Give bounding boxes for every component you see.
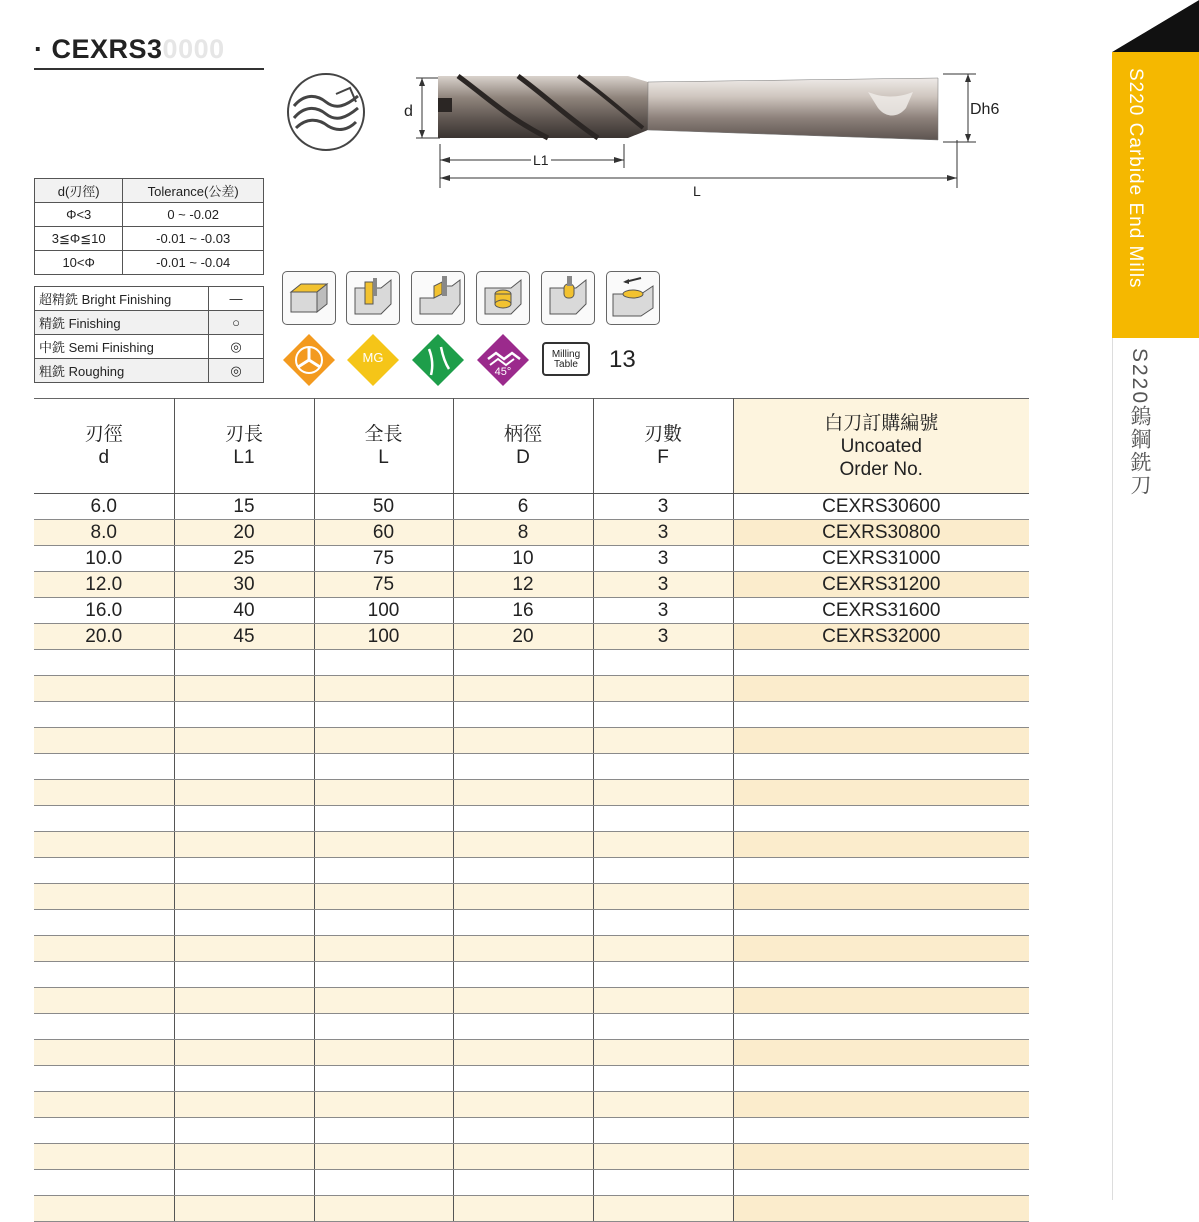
table-cell	[174, 910, 314, 936]
helix-angle-badge-icon	[476, 333, 530, 387]
table-cell: 75	[314, 546, 453, 572]
tolerance-cell: 3≦Φ≦10	[35, 227, 123, 251]
order-number-cell: CEXRS31200	[733, 572, 1029, 598]
order-number-cell	[733, 884, 1029, 910]
helix-angle-label: 45°	[494, 366, 512, 378]
table-cell	[593, 988, 733, 1014]
table-cell: 30	[174, 572, 314, 598]
milling-table-badge: Milling Table	[542, 342, 590, 376]
table-cell	[34, 650, 174, 676]
table-cell: 3	[593, 598, 733, 624]
order-number-cell	[733, 1144, 1029, 1170]
side-milling-icon	[411, 271, 465, 325]
table-cell	[453, 962, 593, 988]
table-cell: 40	[174, 598, 314, 624]
table-cell	[34, 1196, 174, 1222]
table-cell	[34, 728, 174, 754]
table-cell	[314, 1066, 453, 1092]
table-row	[34, 1014, 1029, 1040]
table-cell: 15	[174, 494, 314, 520]
table-cell	[174, 962, 314, 988]
flute-length-label: L1	[533, 152, 549, 168]
diameter-label: d	[404, 103, 413, 120]
order-number-cell	[733, 832, 1029, 858]
table-cell	[34, 754, 174, 780]
table-cell	[453, 1040, 593, 1066]
table-cell	[314, 1144, 453, 1170]
table-cell	[593, 1170, 733, 1196]
table-cell	[174, 1170, 314, 1196]
table-cell	[314, 728, 453, 754]
table-row	[34, 728, 1029, 754]
table-cell	[314, 962, 453, 988]
side-tab-corner	[1112, 0, 1199, 52]
side-tab-title-zh: S220鎢鋼銑刀	[1128, 348, 1151, 498]
order-number-cell: CEXRS30800	[733, 520, 1029, 546]
table-cell	[593, 650, 733, 676]
table-cell	[34, 988, 174, 1014]
table-cell	[453, 806, 593, 832]
table-cell	[314, 1118, 453, 1144]
table-cell	[34, 910, 174, 936]
table-row	[34, 858, 1029, 884]
table-row	[34, 546, 1029, 572]
table-cell: 20.0	[34, 624, 174, 650]
three-flute-badge-icon	[282, 333, 336, 387]
table-cell	[174, 1066, 314, 1092]
table-cell	[34, 884, 174, 910]
table-cell: 100	[314, 598, 453, 624]
table-cell: 8	[453, 520, 593, 546]
table-cell: 25	[174, 546, 314, 572]
order-number-cell	[733, 1014, 1029, 1040]
header-flute-length: 刃長 L1	[174, 399, 314, 494]
end-mill-drawing	[398, 68, 1010, 194]
table-cell	[453, 1144, 593, 1170]
table-cell	[593, 1092, 733, 1118]
table-cell	[593, 936, 733, 962]
order-number-cell	[733, 728, 1029, 754]
table-row	[34, 832, 1029, 858]
table-cell: 12.0	[34, 572, 174, 598]
table-cell	[453, 1170, 593, 1196]
table-cell	[174, 1014, 314, 1040]
table-cell	[34, 962, 174, 988]
table-cell	[314, 1014, 453, 1040]
table-row	[34, 962, 1029, 988]
table-cell	[314, 910, 453, 936]
table-cell	[593, 832, 733, 858]
header-shank-diameter: 柄徑 D	[453, 399, 593, 494]
table-cell	[34, 1092, 174, 1118]
table-cell	[174, 650, 314, 676]
table-cell	[34, 676, 174, 702]
table-row	[34, 1196, 1029, 1222]
table-cell	[593, 676, 733, 702]
table-cell: 8.0	[34, 520, 174, 546]
table-cell	[174, 1196, 314, 1222]
order-number-cell	[733, 1066, 1029, 1092]
finishing-symbol: ◎	[209, 359, 264, 383]
table-cell	[453, 780, 593, 806]
table-cell	[34, 1118, 174, 1144]
order-number-cell	[733, 962, 1029, 988]
table-row	[34, 1144, 1029, 1170]
tolerance-cell: 10<Φ	[35, 251, 123, 275]
order-number-cell	[733, 858, 1029, 884]
table-cell: 3	[593, 494, 733, 520]
table-cell	[593, 1040, 733, 1066]
table-cell: 20	[174, 520, 314, 546]
finishing-symbol: —	[209, 287, 264, 311]
table-cell	[453, 1118, 593, 1144]
table-cell: 100	[314, 624, 453, 650]
table-cell	[593, 1196, 733, 1222]
order-number-cell	[733, 780, 1029, 806]
table-cell	[174, 754, 314, 780]
table-cell	[453, 1014, 593, 1040]
table-cell	[453, 910, 593, 936]
table-cell: 6	[453, 494, 593, 520]
table-cell	[314, 936, 453, 962]
table-cell	[34, 806, 174, 832]
table-cell	[593, 728, 733, 754]
table-row	[34, 1040, 1029, 1066]
shank-tolerance-label: Dh6	[970, 101, 1000, 118]
slotting-icon	[346, 271, 400, 325]
cross-section-icon	[286, 72, 366, 152]
order-number-cell	[733, 1170, 1029, 1196]
order-number-cell	[733, 1092, 1029, 1118]
table-cell	[34, 702, 174, 728]
table-cell	[453, 650, 593, 676]
table-cell: 16	[453, 598, 593, 624]
shoulder-milling-icon	[541, 271, 595, 325]
table-row	[34, 1066, 1029, 1092]
table-cell	[453, 936, 593, 962]
table-cell: 10	[453, 546, 593, 572]
table-row	[34, 780, 1029, 806]
table-cell	[593, 1014, 733, 1040]
table-cell	[593, 910, 733, 936]
finishing-label: 精銑 Finishing	[35, 311, 209, 335]
table-row	[34, 910, 1029, 936]
corner-type-badge-icon	[411, 333, 465, 387]
mg-grade-label: MG	[362, 350, 384, 365]
table-cell	[314, 1196, 453, 1222]
table-cell	[593, 884, 733, 910]
table-cell: 50	[314, 494, 453, 520]
table-cell	[453, 1092, 593, 1118]
finishing-label: 超精銑 Bright Finishing	[35, 287, 209, 311]
finishing-label: 粗銑 Roughing	[35, 359, 209, 383]
order-number-cell	[733, 806, 1029, 832]
finishing-table	[34, 286, 264, 383]
milling-table-page: 13	[609, 346, 636, 373]
table-cell	[453, 728, 593, 754]
table-cell	[34, 936, 174, 962]
table-cell	[314, 676, 453, 702]
order-number-cell: CEXRS31000	[733, 546, 1029, 572]
table-cell	[314, 780, 453, 806]
tolerance-cell: 0 ~ -0.02	[123, 203, 264, 227]
table-cell	[174, 884, 314, 910]
table-cell	[593, 858, 733, 884]
order-number-cell	[733, 702, 1029, 728]
order-number-cell	[733, 936, 1029, 962]
tolerance-header-tol: Tolerance(公差)	[123, 179, 264, 203]
table-cell	[593, 780, 733, 806]
table-cell	[174, 1092, 314, 1118]
table-cell	[314, 806, 453, 832]
table-cell: 12	[453, 572, 593, 598]
table-cell: 3	[593, 572, 733, 598]
table-cell: 3	[593, 546, 733, 572]
table-row	[34, 754, 1029, 780]
table-cell	[34, 832, 174, 858]
table-cell	[453, 702, 593, 728]
table-cell	[453, 832, 593, 858]
table-cell: 3	[593, 520, 733, 546]
table-cell	[314, 858, 453, 884]
table-cell	[174, 780, 314, 806]
header-diameter: 刃徑 d	[34, 399, 174, 494]
table-cell	[453, 884, 593, 910]
table-cell	[34, 780, 174, 806]
order-number-cell	[733, 1118, 1029, 1144]
table-cell	[453, 1066, 593, 1092]
header-overall-length: 全長 L	[314, 399, 453, 494]
table-cell: 10.0	[34, 546, 174, 572]
table-row	[34, 702, 1029, 728]
table-cell	[34, 1040, 174, 1066]
table-cell	[314, 650, 453, 676]
table-cell	[174, 676, 314, 702]
table-cell	[453, 676, 593, 702]
table-row	[34, 624, 1029, 650]
table-row	[34, 1092, 1029, 1118]
table-cell	[593, 1118, 733, 1144]
table-cell	[314, 754, 453, 780]
table-cell	[453, 858, 593, 884]
table-cell	[314, 702, 453, 728]
table-cell	[174, 936, 314, 962]
table-cell	[34, 1170, 174, 1196]
pocket-milling-icon	[476, 271, 530, 325]
table-cell	[174, 858, 314, 884]
table-cell: 75	[314, 572, 453, 598]
table-cell	[174, 806, 314, 832]
table-cell	[34, 858, 174, 884]
table-cell	[593, 1066, 733, 1092]
table-cell: 60	[314, 520, 453, 546]
table-row	[34, 1118, 1029, 1144]
tolerance-table	[34, 178, 264, 275]
table-cell	[34, 1144, 174, 1170]
table-row	[34, 1170, 1029, 1196]
table-row	[34, 494, 1029, 520]
table-cell	[174, 1144, 314, 1170]
table-cell: 20	[453, 624, 593, 650]
table-row	[34, 520, 1029, 546]
table-cell	[314, 832, 453, 858]
table-cell	[174, 1040, 314, 1066]
table-cell	[314, 1092, 453, 1118]
order-number-cell	[733, 1196, 1029, 1222]
finishing-label: 中銑 Semi Finishing	[35, 335, 209, 359]
order-number-cell	[733, 910, 1029, 936]
table-cell	[593, 754, 733, 780]
header-flutes: 刃數 F	[593, 399, 733, 494]
table-cell	[593, 1144, 733, 1170]
order-number-cell	[733, 754, 1029, 780]
table-cell	[593, 806, 733, 832]
table-cell	[174, 832, 314, 858]
order-number-cell	[733, 988, 1029, 1014]
table-cell	[314, 1040, 453, 1066]
table-cell	[34, 1014, 174, 1040]
order-number-cell: CEXRS30600	[733, 494, 1029, 520]
table-row	[34, 806, 1029, 832]
table-cell: 16.0	[34, 598, 174, 624]
ramping-icon	[606, 271, 660, 325]
table-row	[34, 988, 1029, 1014]
table-cell	[34, 1066, 174, 1092]
order-number-cell: CEXRS31600	[733, 598, 1029, 624]
table-cell	[174, 988, 314, 1014]
table-cell: 3	[593, 624, 733, 650]
face-milling-icon	[282, 271, 336, 325]
order-number-cell	[733, 650, 1029, 676]
tolerance-cell: -0.01 ~ -0.04	[123, 251, 264, 275]
table-cell: 6.0	[34, 494, 174, 520]
order-number-cell: CEXRS32000	[733, 624, 1029, 650]
table-cell	[453, 988, 593, 1014]
title-underline	[34, 68, 264, 70]
header-order-no: 白刀訂購編號 Uncoated Order No.	[733, 399, 1029, 494]
tolerance-header-d: d(刃徑)	[35, 179, 123, 203]
overall-length-label: L	[693, 183, 701, 199]
table-cell: 45	[174, 624, 314, 650]
table-cell	[314, 988, 453, 1014]
table-cell	[314, 1170, 453, 1196]
table-row	[34, 936, 1029, 962]
table-row	[34, 650, 1029, 676]
table-row	[34, 676, 1029, 702]
table-row	[34, 598, 1029, 624]
tolerance-cell: Φ<3	[35, 203, 123, 227]
table-cell	[174, 728, 314, 754]
spec-table	[34, 398, 1029, 1222]
order-number-cell	[733, 676, 1029, 702]
table-cell	[174, 1118, 314, 1144]
table-cell	[453, 1196, 593, 1222]
table-row	[34, 884, 1029, 910]
tolerance-cell: -0.01 ~ -0.03	[123, 227, 264, 251]
table-cell	[174, 702, 314, 728]
table-cell	[593, 702, 733, 728]
order-number-cell	[733, 1040, 1029, 1066]
side-tab-title-en: S220 Carbide End Mills	[1125, 68, 1146, 289]
table-cell	[593, 962, 733, 988]
table-cell	[314, 884, 453, 910]
table-cell	[453, 754, 593, 780]
finishing-symbol: ○	[209, 311, 264, 335]
finishing-symbol: ◎	[209, 335, 264, 359]
page-title: · CEXRS30000	[34, 34, 225, 64]
table-row	[34, 572, 1029, 598]
